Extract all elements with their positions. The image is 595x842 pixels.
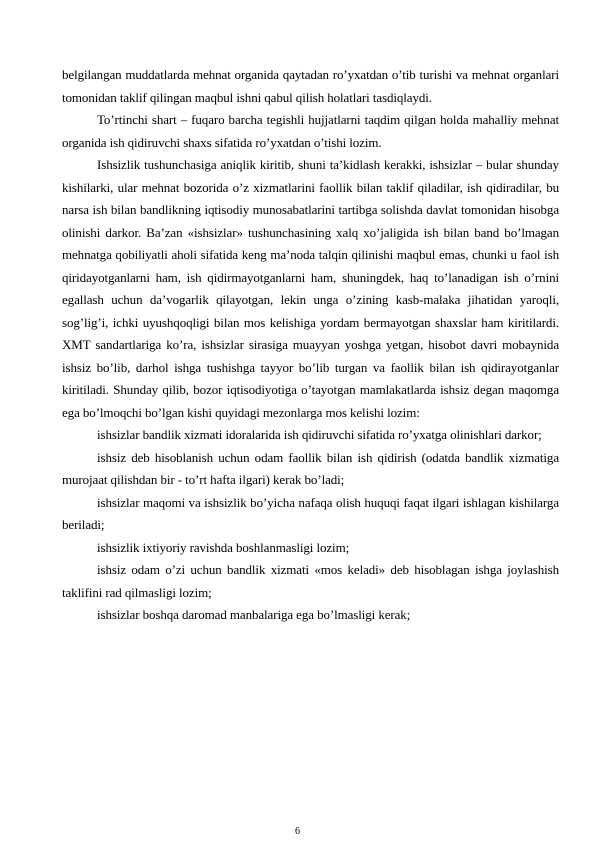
criterion-active-search: ishsiz deb hisoblanish uchun odam faollik bilan ish qidirish (odatda bandlik xizmatiga murojaat qilishdan bir - to’rt hafta ilgari) kerak bo’ladi;	[62, 449, 559, 487]
criterion-no-refusal: ishsiz odam o’zi uchun bandlik xizmati «mos keladi» deb hisoblagan ishga joylashish taklifini rad qilmasligi lozim;	[62, 562, 559, 600]
paragraph-unemployment-definition: Ishsizlik tushunchasiga aniqlik kiritib, shuni ta’kidlash kerakki, ishsizlar – bular shunday kishilarki, ular mehnat bozorida o’z xizmatlarini faollik bilan taklif qiladilar, ish qidiradilar, bu narsa ish bilan bandlikning iqtisodiy munosabatlarini tartibga solishda davlat tomonidan hisobga olinishi darkor. Ba’zan «ishsizlar» tushunchasining xalq xo’jaligida ish bilan band bo’lmagan mehnatga qobiliyatli aholi sifatida keng ma’noda talqin qilinishi maqbul emas, chunki u faol ish qiridayotganlarni ham, ish qidirmayotganlarni ham, shuningdek, haq to’lanadigan ish o’rnini egallash uchun da’vogarlik qilayotgan, lekin unga o’zining kasb-malaka jihatidan yaroqli, sog’lig’i, ichki uyushqoqligi bilan mos kelishiga yordam bermayotgan shaxslar ham kiritilardi. XMT sandartlariga ko’ra, ishsizlar sirasiga muayyan yoshga yetgan, hisobot davri mobaynida ishsiz bo’lib, darhol ishga tushishga tayyor bo’lib turgan va faollik bilan ish qidirayotganlar kiritiladi. Shunday qilib, bozor iqtisodiyotiga o’tayotgan mamlakatlarda ishsiz degan maqomga ega bo’lmoqchi bo’lgan kishi quyidagi mezonlarga mos kelishi lozim:	[62, 157, 559, 420]
paragraph-fourth-condition: To’rtinchi shart – fuqaro barcha tegishli hujjatlarni taqdim qilgan holda mahalliy mehnat organida ish qidiruvchi shaxs sifatida ro’yxatdan o’tishi lozim.	[62, 112, 559, 150]
criterion-previously-employed: ishsizlar maqomi va ishsizlik bo’yicha nafaqa olish huquqi faqat ilgari ishlagan kishilarga beriladi;	[62, 494, 559, 532]
paragraph-continuation: belgilangan muddatlarda mehnat organida qaytadan ro’yxatdan o’tib turishi va mehnat organlari tomonidan taklif qilingan maqbul ishni qabul qilish holatlari tasdiqlaydi.	[62, 67, 559, 105]
page-number: 6	[295, 826, 300, 837]
criterion-involuntary: ishsizlik ixtiyoriy ravishda boshlanmasligi lozim;	[97, 539, 350, 555]
criterion-no-other-income: ishsizlar boshqa daromad manbalariga ega bo’lmasligi kerak;	[97, 607, 411, 622]
criterion-registration: ishsizlar bandlik xizmati idoralarida ish qidiruvchi sifatida ro’yxatga olinishlari darkor;	[97, 427, 542, 442]
body-text	[62, 64, 559, 627]
